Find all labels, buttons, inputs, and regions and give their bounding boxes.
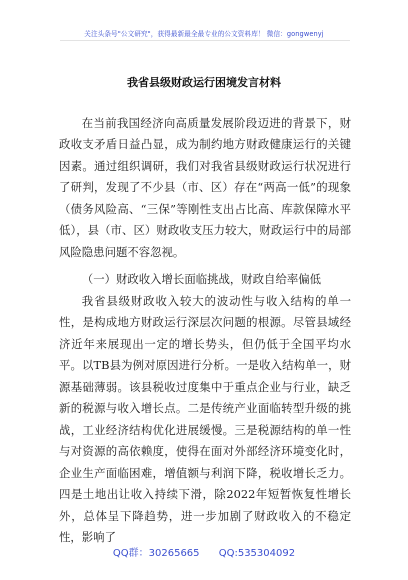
section-heading: （一）财政收入增长面临挑战，财政自给率偏低 bbox=[81, 272, 322, 286]
section-paragraph: 我省县级财政收入较大的波动性与收入结构的单一性，是构成地方财政运行深层次问题的根源。尽管县域经济近年来展现出一定的增长势头，但仍低于全国平均水平。以TB县为例对原因进行分析。一是收入结构单一，财源基础薄弱。该县税收过度集中于重点企业与行业，缺乏新的税源与收入增长点。二是传统产业面临转型升级的挑战，工业经济结构优化进展缓慢。三是税源结构的单一性与对资源的高依赖度，使得在面对外部经济环境变化时，企业生产面临困难，增值额与利润下降，税收增长乏力。四是土地出让收入持续下滑，除2022年短暂恢复性增长外，总体呈下降趋势，进一步加剧了财政收入的不稳定性，影响了 bbox=[59, 294, 351, 544]
document-title: 我省县级财政运行困境发言材料 bbox=[127, 76, 281, 89]
intro-paragraph-block bbox=[59, 113, 351, 263]
header-promo-note: 关注头条号"公文研究"，获得最新最全最专业的公文资料库！ 微信：gongwenyj bbox=[84, 30, 324, 38]
footer-qq-contact: QQ:535304092 bbox=[218, 548, 296, 559]
intro-paragraph: 在当前我国经济向高质量发展阶段迈进的背景下，财政收支矛盾日益凸显，成为制约地方财政健康运行的关键因素。通过组织调研，我们对我省县级财政运行状况进行了研判，发现了不少县（市、区）存在“两高一低”的现象（债务风险高、“三保”等刚性支出占比高、库款保障水平低），县（市、区）财政收支压力较大，财政运行中的局部风险隐患问题不容忽视。 bbox=[59, 116, 351, 259]
footer-qq-group: QQ群：30265665 bbox=[112, 548, 200, 559]
footer-contact bbox=[0, 544, 408, 559]
header-divider bbox=[60, 40, 350, 41]
section-paragraph-block bbox=[59, 291, 351, 548]
